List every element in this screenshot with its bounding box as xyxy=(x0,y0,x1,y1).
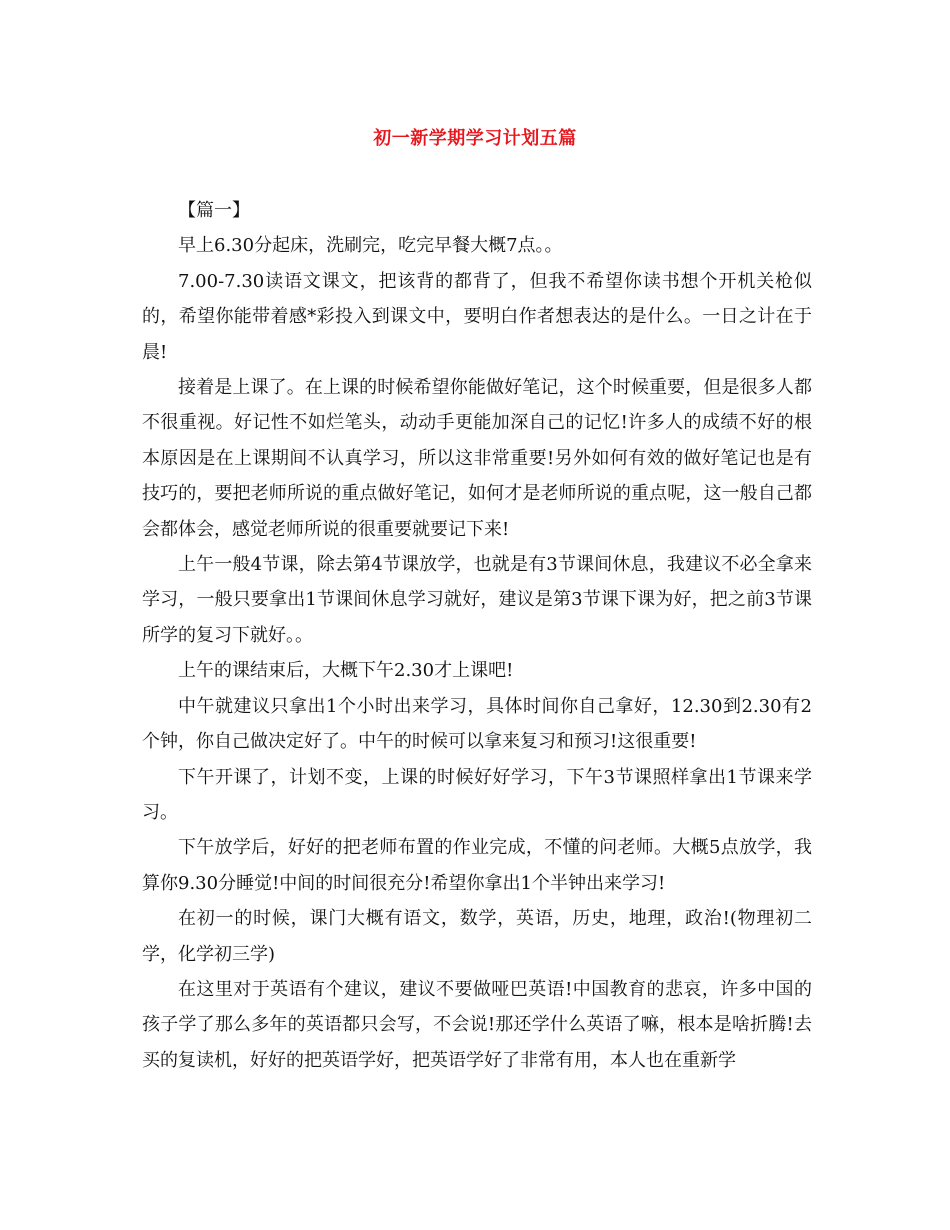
paragraph: 在这里对于英语有个建议，建议不要做哑巴英语!中国教育的悲哀，许多中国的孩子学了那么多年的英语都只会写，不会说!那还学什么英语了嘛，根本是啥折腾!去买的复读机，好好的把英语学好，把英语学好了非常有用，本人也在重新学 xyxy=(142,978,812,1071)
paragraph: 下午开课了，计划不变，上课的时候好好学习，下午3节课照样拿出1节课来学习。 xyxy=(142,766,812,823)
section-heading: 【篇一】 xyxy=(178,200,250,221)
document-body xyxy=(142,193,812,1078)
paragraph: 下午放学后，好好的把老师布置的作业完成，不懂的问老师。大概5点放学，我算你9.30分睡觉!中间的时间很充分!希望你拿出1个半钟出来学习! xyxy=(142,837,812,894)
paragraph: 早上6.30分起床，洗刷完，吃完早餐大概7点。。 xyxy=(178,235,563,257)
paragraph: 7.00-7.30读语文课文，把该背的都背了，但我不希望你读书想个开机关枪似的，希望你能带着感*彩投入到课文中，要明白作者想表达的是什么。一日之计在于晨! xyxy=(142,270,812,363)
paragraph: 上午的课结束后，大概下午2.30才上课吧! xyxy=(178,660,514,682)
paragraph: 上午一般4节课，除去第4节课放学，也就是有3节课间休息，我建议不必全拿来学习，一般只要拿出1节课间休息学习就好，建议是第3节课下课为好，把之前3节课所学的复习下就好。。 xyxy=(142,554,812,646)
paragraph: 中午就建议只拿出1个小时出来学习，具体时间你自己拿好，12.30到2.30有2个钟，你自己做决定好了。中午的时候可以拿来复习和预习!这很重要! xyxy=(142,695,812,753)
document-title: 初一新学期学习计划五篇 xyxy=(373,128,577,149)
paragraph: 在初一的时候，课门大概有语文，数学，英语，历史，地理，政治!(物理初二学，化学初三学) xyxy=(142,908,812,965)
paragraph: 接着是上课了。在上课的时候希望你能做好笔记，这个时候重要，但是很多人都不很重视。好记性不如烂笔头，动动手更能加深自己的记忆!许多人的成绩不好的根本原因是在上课期间不认真学习，所以这非常重要!另外如何有效的做好笔记也是有技巧的，要把老师所说的重点做好笔记，如何才是老师所说的重点呢，这一般自己都会都体会，感觉老师所说的很重要就要记下来! xyxy=(142,377,812,540)
